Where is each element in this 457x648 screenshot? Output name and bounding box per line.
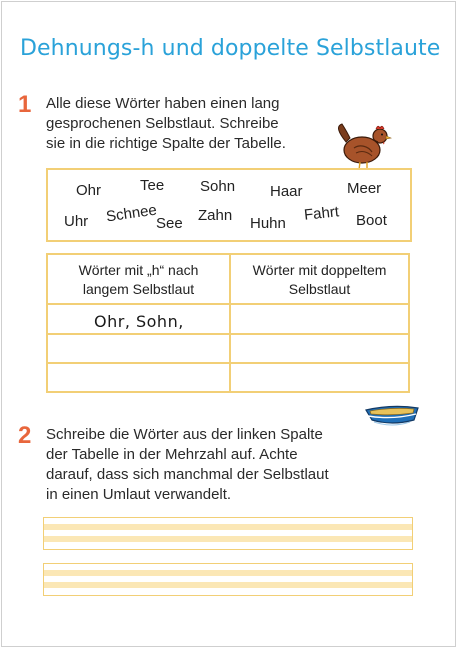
header-line: Selbstlaut — [288, 281, 351, 297]
task-1-line: sie in die richtige Spalte der Tabelle. — [46, 135, 286, 152]
word: Sohn — [200, 178, 236, 195]
table-header-col-2 — [231, 261, 408, 299]
table-row-line — [48, 333, 408, 335]
task-1-line: gesprochenen Selbstlaut. Schreibe — [46, 115, 279, 132]
word: Ohr — [76, 182, 102, 199]
task-1-number: 1 — [18, 91, 32, 118]
writing-lines[interactable] — [43, 563, 413, 596]
header-line: langem Selbstlaut — [82, 281, 195, 297]
task-2-line: der Tabelle in der Mehrzahl auf. Achte — [46, 446, 298, 463]
word: Uhr — [64, 213, 89, 230]
word: Meer — [347, 180, 382, 197]
word: Fahrt — [303, 203, 340, 224]
task-2-line: darauf, dass sich manchmal der Selbstlaut — [46, 466, 329, 483]
task-2-instructions — [46, 425, 329, 505]
boat-illustration — [364, 400, 420, 430]
word: Tee — [140, 177, 165, 194]
sorting-table — [46, 253, 410, 393]
word: Boot — [356, 212, 387, 229]
word: Zahn — [198, 207, 233, 224]
writing-band — [44, 524, 412, 530]
word: Haar — [270, 183, 303, 200]
task-1-line: Alle diese Wörter haben einen lang — [46, 95, 280, 112]
header-line: Wörter mit doppeltem — [252, 262, 387, 278]
word-box — [46, 168, 412, 242]
writing-lines[interactable] — [43, 517, 413, 550]
task-1-instructions — [46, 94, 286, 154]
writing-band — [44, 536, 412, 542]
example-answer: Ohr, Sohn, — [94, 312, 184, 331]
word: Schnee — [105, 201, 158, 226]
writing-band — [44, 582, 412, 588]
word: Huhn — [250, 215, 286, 232]
table-row-line — [48, 362, 408, 364]
task-2-line: in einen Umlaut verwandelt. — [46, 486, 232, 503]
header-line: Wörter mit „h“ nach — [78, 262, 199, 278]
word: See — [156, 215, 183, 232]
table-header-col-1 — [48, 261, 229, 299]
task-2-line: Schreibe die Wörter aus der linken Spalte — [46, 426, 323, 443]
writing-band — [44, 570, 412, 576]
task-2-number: 2 — [18, 422, 32, 449]
chicken-illustration — [332, 120, 392, 172]
page-title: Dehnungs-h und doppelte Selbstlaute — [20, 36, 441, 61]
table-row-line — [48, 303, 408, 305]
